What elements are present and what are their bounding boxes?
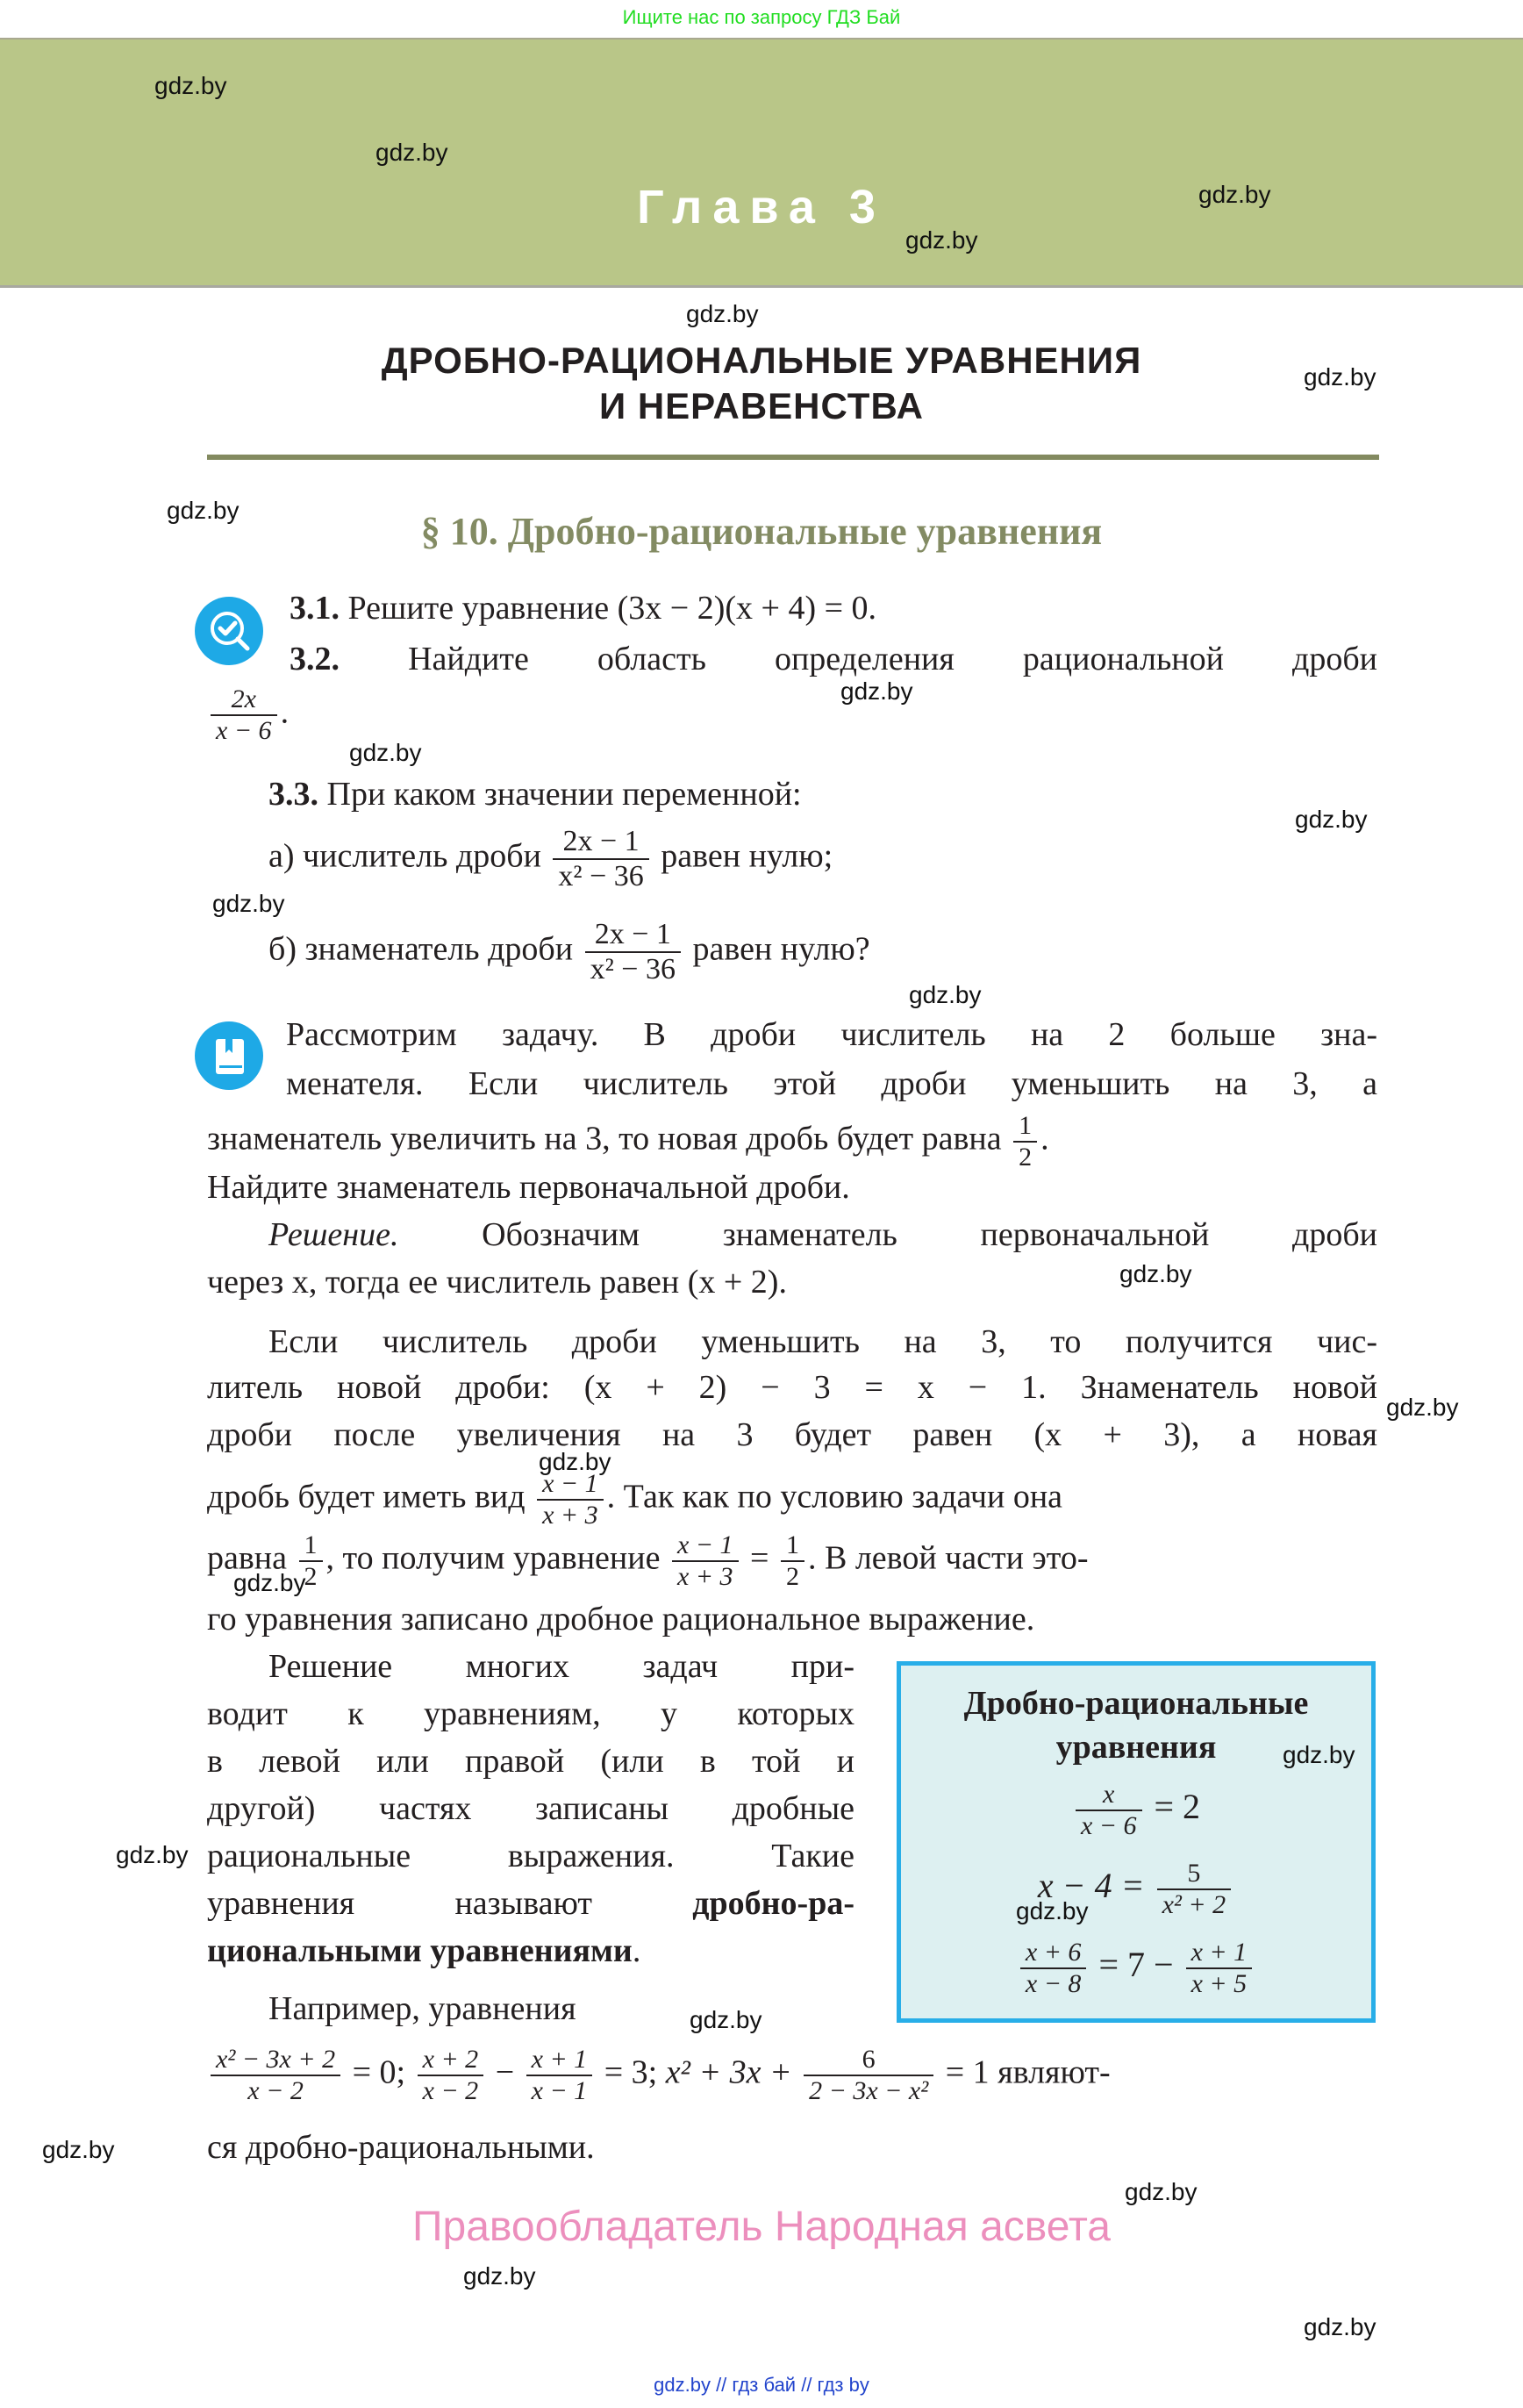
definition-box bbox=[897, 1661, 1376, 2023]
watermark: gdz.by bbox=[349, 739, 422, 766]
solution-line-3: Если числитель дроби уменьшить на 3, то получится чис- bbox=[268, 1323, 1377, 1360]
watermark: gdz.by bbox=[686, 300, 759, 327]
exercise-text: При каком значении переменной: bbox=[326, 776, 802, 813]
solution-line-4: литель новой дроби: (x + 2) − 3 = x − 1. Знаменатель новой bbox=[207, 1369, 1377, 1406]
watermark: gdz.by bbox=[1386, 1394, 1459, 1421]
solution-line-8: го уравнения записано дробное рациональное выражение. bbox=[207, 1601, 1035, 1638]
chapter-title bbox=[0, 338, 1523, 429]
chapter-label: Глава 3 bbox=[637, 181, 886, 233]
copyright-notice: Правообладатель Народная асвета bbox=[412, 2204, 1111, 2250]
watermark: gdz.by bbox=[375, 139, 448, 166]
watermark: gdz.by bbox=[1198, 181, 1271, 208]
chapter-title-line1: ДРОБНО-РАЦИОНАЛЬНЫЕ УРАВНЕНИЯ bbox=[381, 340, 1142, 381]
problem-line-3: знаменатель увеличить на 3, то новая дробь будет равна $\frac{1}{2}$ . bbox=[207, 1111, 1049, 1172]
solution-line-5: дроби после увеличения на 3 будет равен (x + 3), а новая bbox=[207, 1416, 1377, 1453]
exercise-3-2 bbox=[290, 635, 1377, 683]
problem-line-1: Рассмотрим задачу. В дроби числитель на 2 больше зна- bbox=[286, 1016, 1377, 1053]
problem-line-4: Найдите знаменатель первоначальной дроби. bbox=[207, 1169, 850, 1206]
chapter-title-line2: И НЕРАВЕНСТВА bbox=[598, 385, 925, 426]
paragraph-line-7: циональными уравнениями. bbox=[207, 1932, 641, 1969]
top-banner[interactable]: Ищите нас по запросу ГДЗ Бай bbox=[622, 6, 901, 28]
exercise-text: Найдите область определения рациональной дроби bbox=[408, 641, 1378, 677]
exercise-3-3 bbox=[268, 770, 802, 818]
solution-line-6: дробь будет иметь вид $\frac{x - 1}{x + 3}$ . Так как по условию задачи она bbox=[207, 1469, 1063, 1530]
solution-line-1: Решение. Обозначим знаменатель первоначальной дроби bbox=[268, 1216, 1378, 1253]
watermark: gdz.by bbox=[1304, 363, 1376, 391]
exercise-3-3-a: а) числитель дроби $\frac{2x - 1}{\text{x² − 36}}$ равен нулю; bbox=[268, 825, 833, 892]
watermark: gdz.by bbox=[463, 2262, 536, 2290]
problem-line-2: менателя. Если числитель этой дроби уменьшить на 3, а bbox=[286, 1065, 1377, 1102]
chapter-band bbox=[0, 38, 1523, 288]
definition-eq-1: $\frac{x}{x - 6}$ = 2 bbox=[901, 1780, 1371, 1841]
watermark: gdz.by bbox=[1125, 2178, 1198, 2205]
watermark: gdz.by bbox=[840, 677, 913, 705]
watermark: gdz.by bbox=[167, 497, 240, 524]
exercise-number: 3.1. bbox=[290, 590, 340, 627]
examples-equations: $\frac{\text{x² − 3x + 2}}{x - 2}$ = 0; $\frac{x + 2}{x - 2}$ − $\frac{x + 1}{x - 1}$ = 3; x² + 3x + $\frac{6}{\text{2 − 3x − x²}}$ = 1 являют- bbox=[207, 2045, 1111, 2106]
watermark: gdz.by bbox=[690, 2006, 762, 2033]
section-title: § 10. Дробно-рациональные уравнения bbox=[420, 510, 1103, 553]
exercise-text: Решите уравнение (3x − 2)(x + 4) = 0. bbox=[347, 590, 877, 627]
exercise-3-2-fraction: $\frac{2x}{x - 6}$ . bbox=[207, 684, 289, 746]
watermark: gdz.by bbox=[42, 2136, 115, 2163]
definition-title: Дробно-рациональные уравнения bbox=[963, 1685, 1309, 1766]
watermark: gdz.by bbox=[909, 981, 982, 1008]
examples-intro: Например, уравнения bbox=[268, 1990, 576, 2027]
watermark: gdz.by bbox=[1119, 1260, 1192, 1287]
watermark: gdz.by bbox=[539, 1448, 611, 1475]
exercise-3-1 bbox=[290, 584, 876, 632]
exercise-3-3-b: б) знаменатель дроби $\frac{2x - 1}{\text{x² − 36}}$ равен нулю? bbox=[268, 918, 870, 985]
exercise-number: 3.2. bbox=[290, 641, 340, 677]
solution-line-7: равна $\frac{1}{2}$ , то получим уравнение $\frac{x - 1}{x + 3}$ = $\frac{1}{2}$ . В левой части это- bbox=[207, 1530, 1089, 1591]
watermark: gdz.by bbox=[116, 1841, 189, 1868]
paragraph-line-3: в левой или правой (или в той и bbox=[207, 1743, 854, 1780]
watermark: gdz.by bbox=[1295, 806, 1368, 833]
watermark: gdz.by bbox=[1304, 2313, 1376, 2340]
paragraph-line-1: Решение многих задач при- bbox=[268, 1648, 854, 1685]
magnifier-check-icon bbox=[195, 597, 263, 665]
watermark: gdz.by bbox=[905, 226, 978, 254]
paragraph-line-6: уравнения называют дробно-ра- bbox=[207, 1885, 854, 1922]
book-icon bbox=[195, 1021, 263, 1090]
definition-eq-2: x − 4 = $\frac{5}{\text{x² + 2}}$ bbox=[901, 1859, 1371, 1920]
watermark: gdz.by bbox=[212, 890, 285, 917]
watermark: gdz.by bbox=[1016, 1897, 1089, 1924]
examples-tail: ся дробно-рациональными. bbox=[207, 2129, 595, 2166]
watermark: gdz.by bbox=[1283, 1741, 1355, 1768]
divider bbox=[207, 455, 1379, 460]
exercise-number: 3.3. bbox=[268, 776, 318, 813]
watermark: gdz.by bbox=[233, 1569, 306, 1596]
paragraph-line-5: рациональные выражения. Такие bbox=[207, 1838, 854, 1874]
definition-eq-3: $\frac{x + 6}{x - 8}$ = 7 − $\frac{x + 1}{x + 5}$ bbox=[901, 1938, 1371, 1999]
solution-line-2: через x, тогда ее числитель равен (x + 2). bbox=[207, 1264, 787, 1301]
paragraph-line-4: другой) частях записаны дробные bbox=[207, 1790, 854, 1827]
paragraph-line-2: водит к уравнениям, у которых bbox=[207, 1695, 854, 1732]
bottom-links[interactable]: gdz.by // гдз бай // гдз by bbox=[654, 2374, 869, 2396]
watermark: gdz.by bbox=[154, 72, 227, 99]
